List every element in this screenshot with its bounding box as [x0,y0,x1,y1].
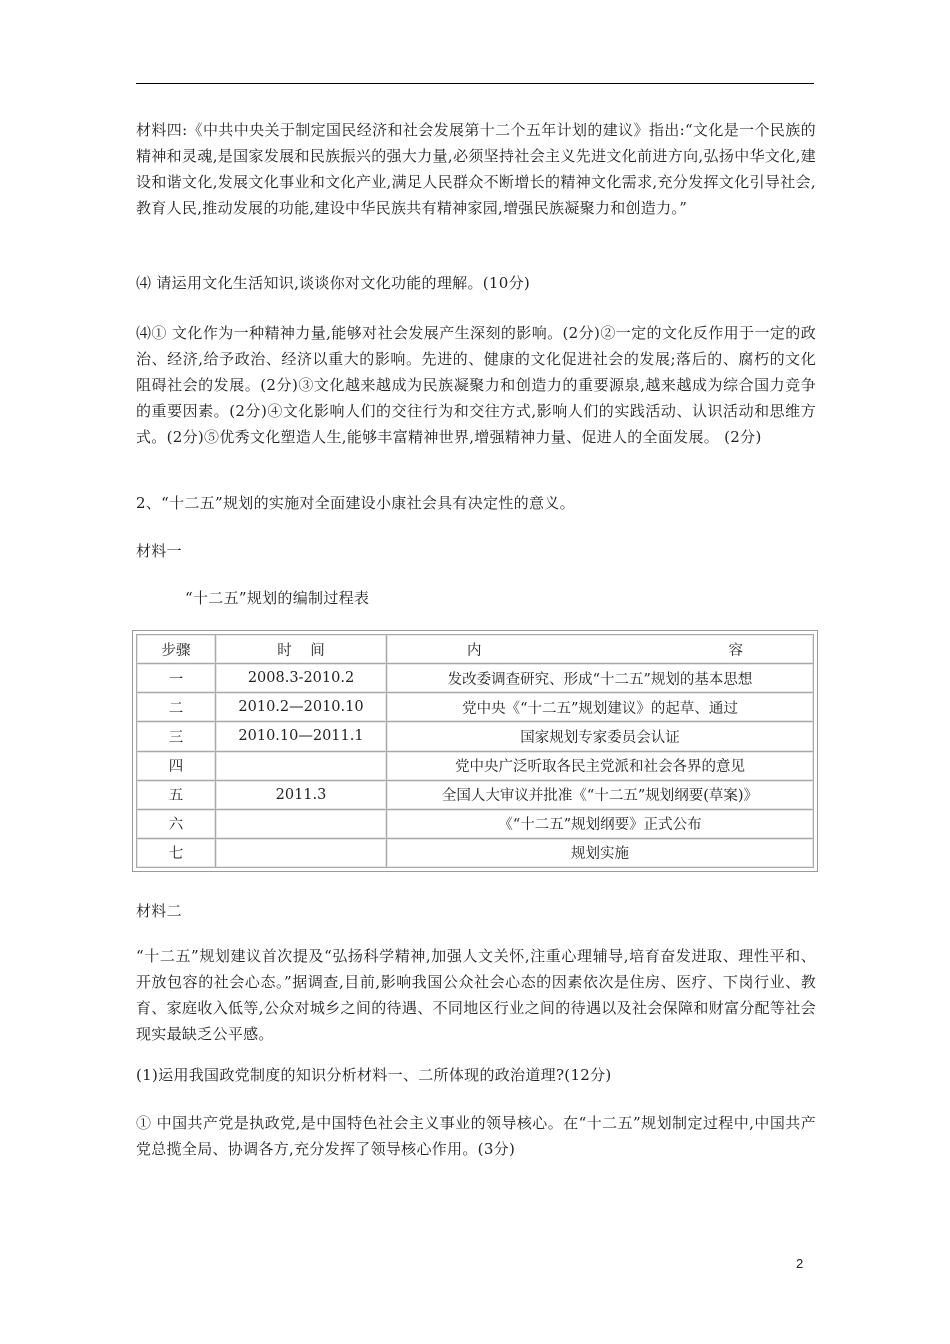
content-cell: 党中央《“十二五”规划建议》的起草、通过 [387,693,814,722]
material-one-label: 材料一 [136,542,182,560]
header-content-part1: 内 [467,642,482,659]
time-cell [216,838,387,867]
table-row [137,693,814,722]
header-rule [136,83,814,84]
answer-1: ① 中国共产党是执政党,是中国特色社会主义事业的领导核心。在“十二五”规划制定过程中,中国共产党总揽全局、协调各方,充分发挥了领导核心作用。(3分) [136,1114,816,1158]
step-cell: 七 [137,838,216,867]
table-row [137,751,814,780]
step-cell: 五 [137,780,216,809]
table-row [137,780,814,809]
content-cell: 国家规划专家委员会认证 [387,722,814,751]
time-cell: 2008.3-2010.2 [216,664,387,693]
header-content [387,635,814,664]
step-cell: 六 [137,809,216,838]
content-cell: 发改委调查研究、形成“十二五”规划的基本思想 [387,664,814,693]
time-cell [216,751,387,780]
plan-process-table [132,630,818,872]
time-cell: 2010.2—2010.10 [216,693,387,722]
time-cell: 2011.3 [216,780,387,809]
header-step: 步骤 [137,635,216,664]
step-cell: 三 [137,722,216,751]
header-content-part2: 容 [728,642,743,659]
table-title: “十二五”规划的编制过程表 [185,589,370,607]
table-row [137,838,814,867]
question-1: (1)运用我国政党制度的知识分析材料一、二所体现的政治道理?(12分) [136,1066,612,1084]
step-cell: 二 [137,693,216,722]
material-two-paragraph: “十二五”规划建议首次提及“弘扬科学精神,加强人文关怀,注重心理辅导,培育奋发进取、理性平和、开放包容的社会心态。”据调查,目前,影响我国公众社会心态的因素依次是住房、医疗、下岗行业、教育、家庭收入低等,公众对城乡之间的待遇、不同地区行业之间的待遇以及社会保障和财富分配等社会现实最缺乏公平感。 [136,947,816,1043]
answer-4: ⑷① 文化作为一种精神力量,能够对社会发展产生深刻的影响。(2分)②一定的文化反作用于一定的政治、经济,给予政治、经济以重大的影响。先进的、健康的文化促进社会的发展;落后的、腐朽的文化阻碍社会的发展。(2分)③文化越来越成为民族凝聚力和创造力的重要源泉,越来越成为综合国力竞争的重要因素。(2分)④文化影响人们的交往行为和交往方式,影响人们的实践活动、认识活动和思维方式。(2分)⑤优秀文化塑造人生,能够丰富精神世界,增强精神力量、促进人的全面发展。 (2分) [136,324,816,446]
time-cell [216,809,387,838]
content-cell: 《“十二五”规划纲要》正式公布 [387,809,814,838]
content-cell: 全国人大审议并批准《“十二五”规划纲要(草案)》 [387,780,814,809]
page-number: 2 [796,1256,804,1271]
content-cell: 规划实施 [387,838,814,867]
table-row [137,664,814,693]
material-four-paragraph: 材料四:《中共中央关于制定国民经济和社会发展第十二个五年计划的建议》指出:“文化是一个民族的精神和灵魂,是国家发展和民族振兴的强大力量,必须坚持社会主义先进文化前进方向,弘扬中华文化,建设和谐文化,发展文化事业和文化产业,满足人民群众不断增长的精神文化需求,充分发挥文化引导社会,教育人民,推动发展的功能,建设中华民族共有精神家园,增强民族凝聚力和创造力。” [136,121,816,217]
table-row [137,722,814,751]
material-two-label: 材料二 [136,902,182,920]
table-header-row [137,635,814,664]
content-cell: 党中央广泛听取各民主党派和社会各界的意见 [387,751,814,780]
question-4: ⑷ 请运用文化生活知识,谈谈你对文化功能的理解。(10分) [136,274,531,292]
step-cell: 四 [137,751,216,780]
question-2: 2、“十二五”规划的实施对全面建设小康社会具有决定性的意义。 [136,494,575,512]
step-cell: 一 [137,664,216,693]
table-row [137,809,814,838]
time-cell: 2010.10—2011.1 [216,722,387,751]
header-time: 时 间 [216,635,387,664]
